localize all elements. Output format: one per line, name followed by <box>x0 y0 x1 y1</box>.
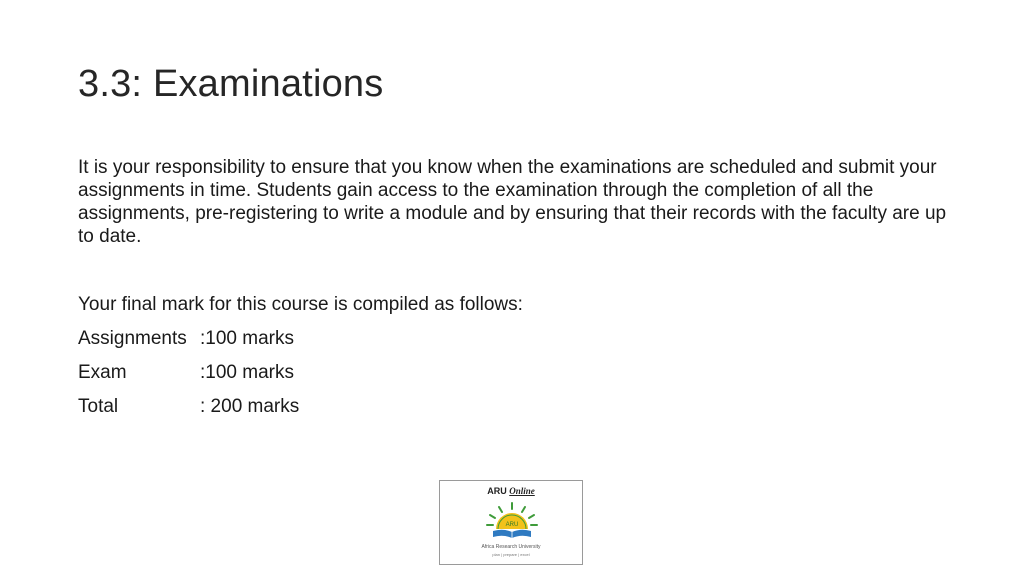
marks-row-total <box>78 395 299 418</box>
logo-brand-suffix: Online <box>509 486 535 496</box>
marks-intro: Your final mark for this course is compiled as follows: <box>78 294 523 315</box>
marks-label: Total <box>78 396 119 417</box>
marks-label: Exam <box>78 362 127 383</box>
marks-value: : 200 marks <box>200 396 300 417</box>
marks-row-exam <box>78 361 294 384</box>
responsibility-paragraph: It is your responsibility to ensure that you know when the examinations are scheduled and submit your assignments in time. Students gain access to the examination through the completion of all the assignments, pre-registering to write a module and by ensuring that their records with the faculty are up to date. <box>78 157 947 247</box>
body-text <box>78 156 958 248</box>
logo-brand: ARU <box>487 486 507 496</box>
marks-value: :100 marks <box>200 328 294 349</box>
logo-wordmark <box>440 486 582 496</box>
svg-text:ARU: ARU <box>505 522 519 528</box>
logo-caption: Africa Research University <box>481 544 541 550</box>
sun-book-emblem-icon <box>485 501 539 541</box>
marks-row-assignments <box>78 327 294 350</box>
logo-tagline: plan | prepare | excel <box>492 552 530 557</box>
marks-label: Assignments <box>78 328 187 349</box>
aru-online-logo <box>439 480 583 565</box>
marks-value: :100 marks <box>200 362 294 383</box>
slide-title: 3.3: Examinations <box>78 63 384 105</box>
